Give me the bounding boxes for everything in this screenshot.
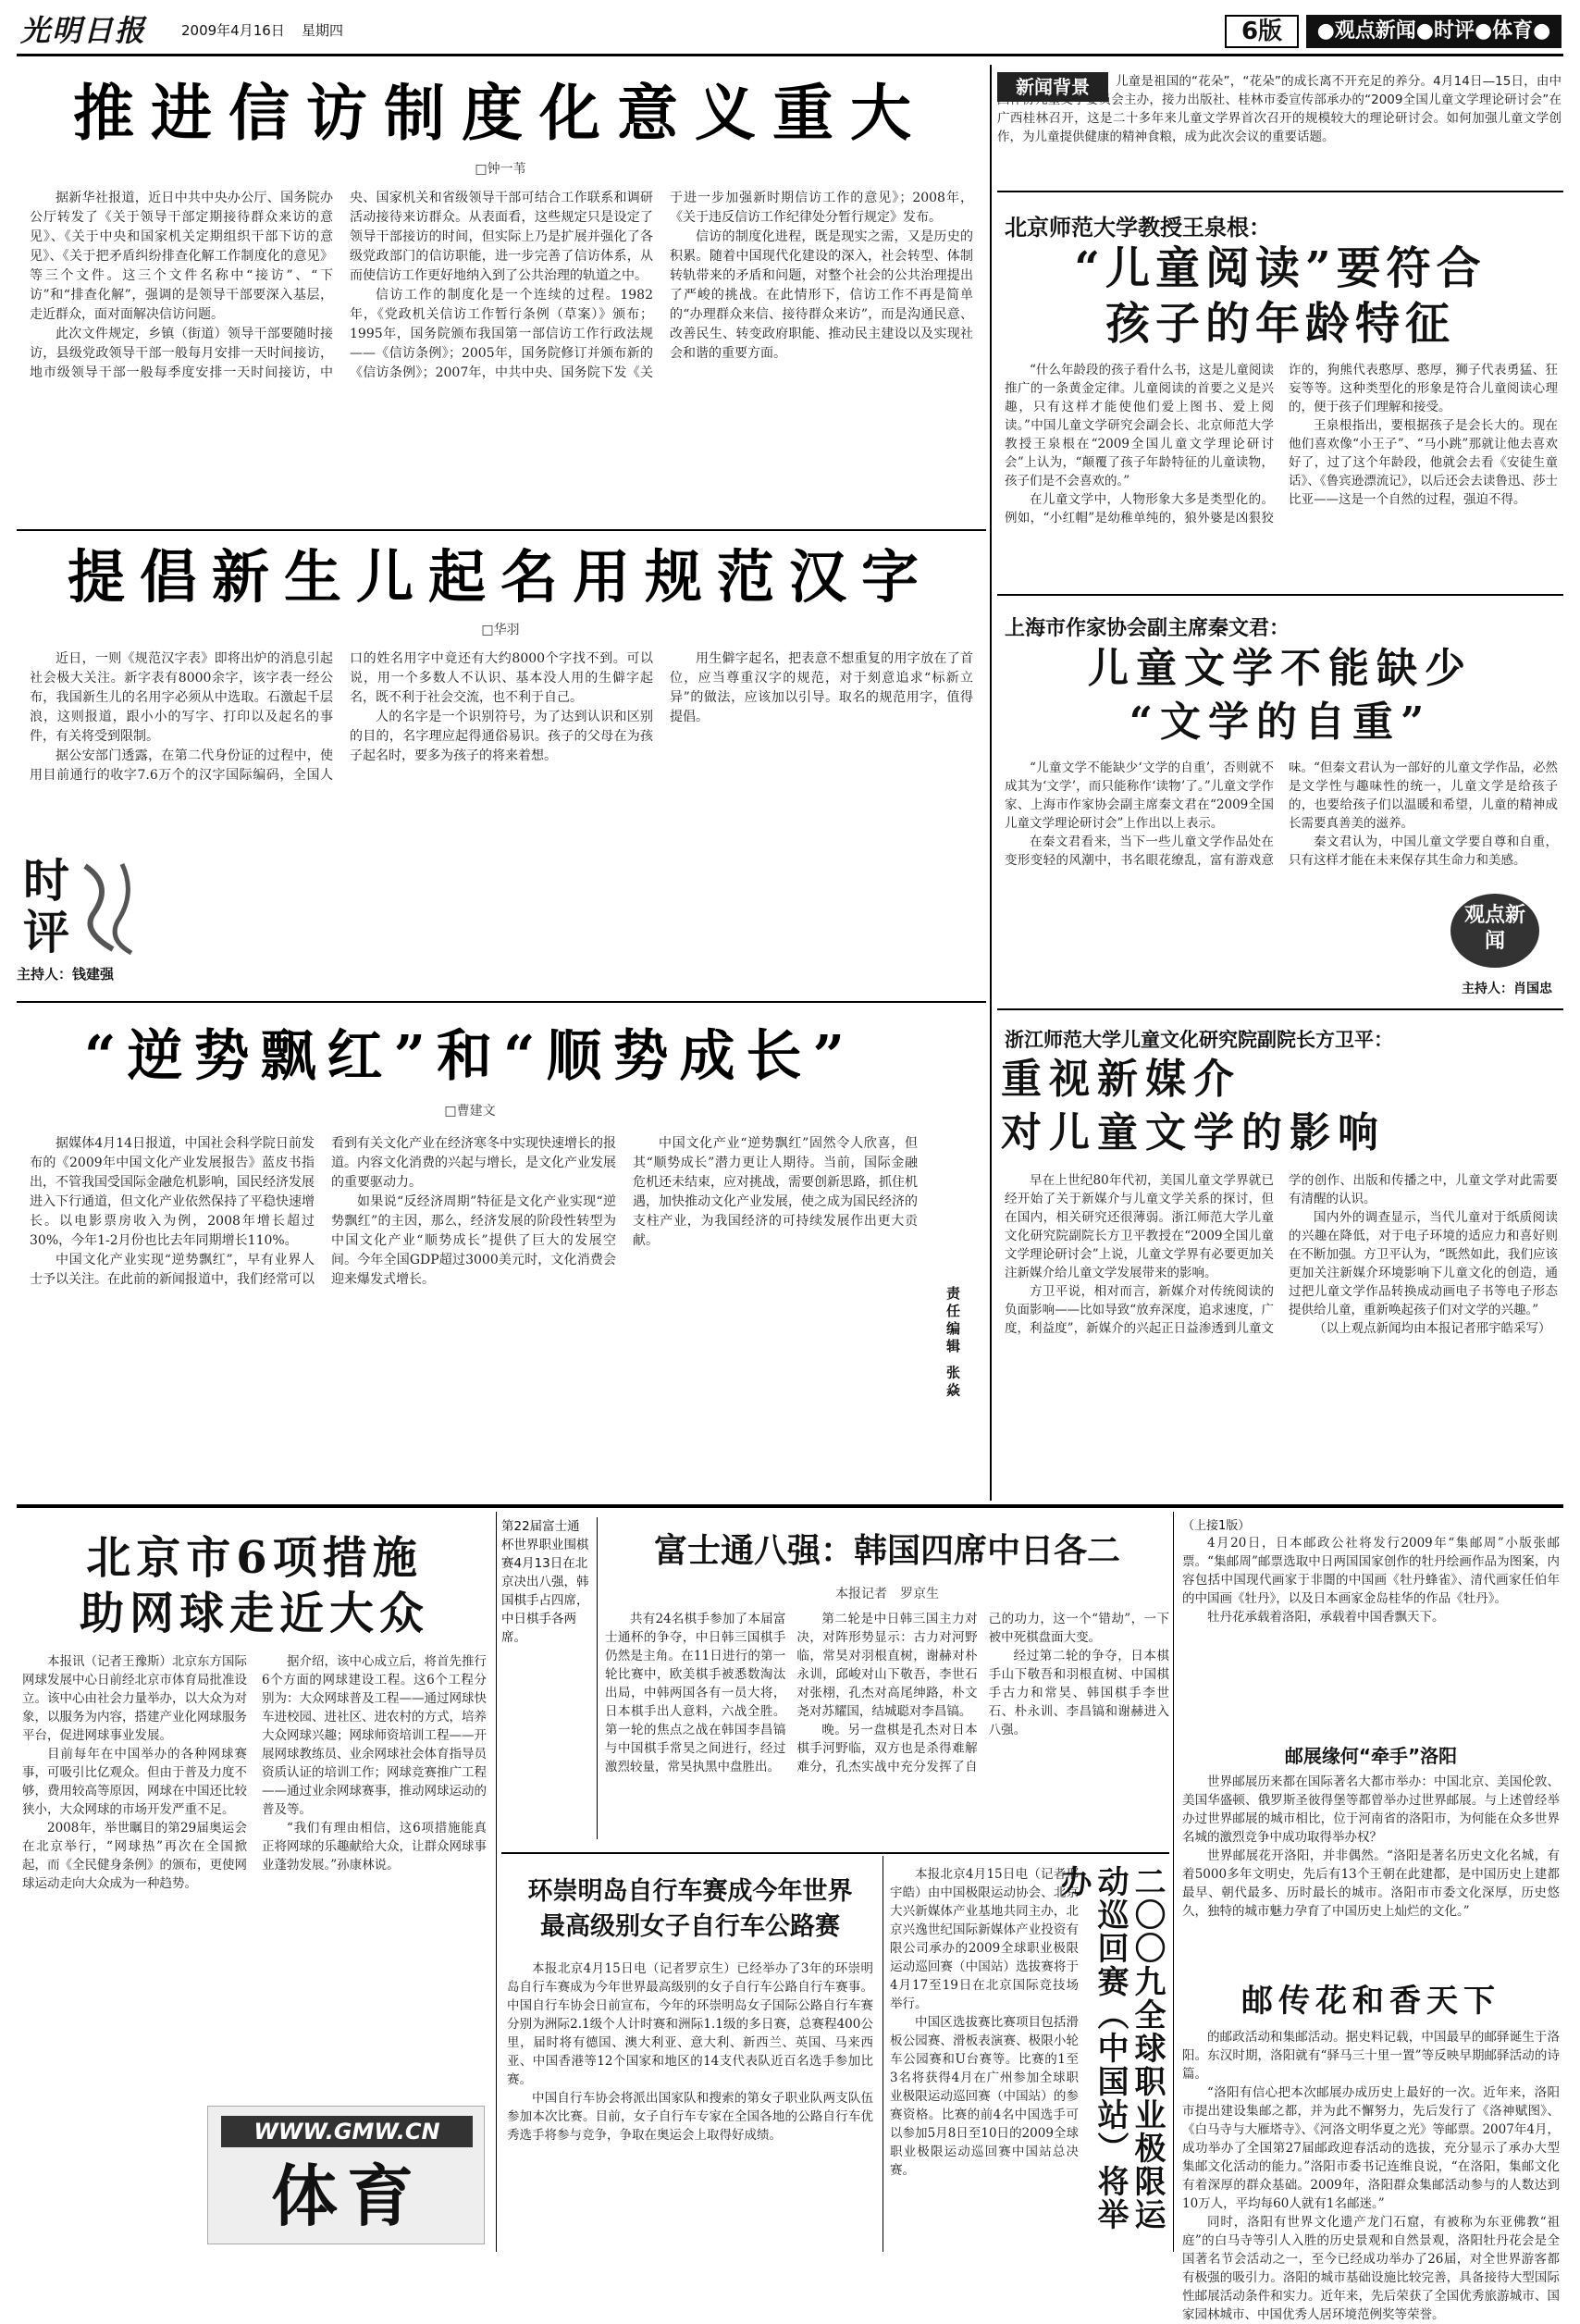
paragraph: 世界邮展历来都在国际著名大都市举办：中国北京、美国伦敦、美国华盛顿、俄罗斯圣彼得堡等都曾举办过世界邮展。与上述曾经举办过世界邮展的城市相比，位于河南省的洛阳市，为何能在众多世界名城的激烈竞争中成功取得举办权？	[1182, 1774, 1560, 1845]
feature-headline: 邮传花和香天下	[1241, 1983, 1500, 2020]
paragraph: 信访的制度化进程，既是现实之需，又是历史的积累。随着中国现代化建设的深入，社会转型、体制转轨带来的矛盾和问题，对整个社会的公共治理提出了严峻的挑战。在此情形下，信访工作不再是简单的“办理群众来信、接待群众来访”，而是沟通民意、改善民生、转变政府职能、推动民主建设以及实现社会和谐的重要方面。	[670, 229, 973, 361]
divider	[997, 594, 1563, 596]
paragraph: 近日，一则《规范汉字表》即将出炉的消息引起社会极大关注。新字表有8000余字，该字表一经公布，我国新生儿的名用字必须从中选取。石激起千层浪，这则报道，跟小小的写字、打印以及起名的事件，有关将受到限制。	[30, 651, 333, 744]
paragraph: 中国区选拔赛比赛项目包括滑板公园赛、滑板表演赛、极限小轮车公园赛和U台赛等。比赛的1至3名将获得4月在广州参加全球职业极限运动巡回赛（中国站）的参赛资格。比赛的前4名中国选手可以参加5月8日至10日的2009全球职业极限运动巡回赛中国站总决赛。	[890, 2015, 1079, 2178]
paragraph: 4月20日，日本邮政公社将发行2009年“集邮周”小版张邮票。“集邮周”邮票选取中日两国国家创作的牡丹绘画作品为图案，内容包括中国现代画家于非闇的中国画《牡丹蜂雀》、清代画家任伯年的中国画《牡丹》，以及日本画家金岛桂华的作品《牡丹》。	[1182, 1536, 1560, 1606]
article-kicker: 上海市作家协会副主席秦文君：	[1005, 617, 1290, 640]
paragraph: 目前每年在中国举办的各种网球赛事，可吸引比亿观众。但由于普及力度不够，费用较高等原因，网球在中国还比较狭小，大众网球的市场开发严重不足。	[22, 1747, 247, 1817]
responsible-editor: 责任编辑 张焱	[944, 1286, 961, 1401]
viewpoint-wang-quangen	[997, 198, 1563, 592]
divider	[17, 529, 986, 531]
paragraph: 同时，洛阳有世界文化遗产龙门石窟，有被称为东亚佛教“祖庭”的白马寺等引人入胜的历史景观和自然景观，洛阳牡丹花会是全国著名节会活动之一，至今已经成功举办了26届，对全世界游客都有极强的吸引力。洛阳的城市基础设施比较完善，具备接待大型国际性邮展活动条件和实力。近年来，先后荣获了全国优秀旅游城市、国家园林城市、中国优秀人居环境范例奖等荣誉。	[1182, 2215, 1560, 2322]
lead-body	[1182, 1534, 1560, 1739]
masthead-rule	[17, 54, 1563, 56]
article-title: 二〇〇九全球职业极限运动巡回赛（中国站）将举办	[1055, 1865, 1166, 2231]
section-banner: ●观点新闻●时评●体育●	[1306, 15, 1561, 48]
article-title-line1: 北京市6项措施	[86, 1532, 423, 1584]
paragraph: “儿童文学不能缺少‘文学的自重’，否则就不成其为‘文学’，而只能称作‘读物’了。”儿童文学作家、上海市作家协会副主席秦文君在“2009全国儿童文学理论研讨会”上作出以上表示。	[1005, 760, 1274, 831]
article-body	[30, 1134, 918, 1486]
article-body	[890, 1865, 1079, 2248]
article-byline: □曹建文	[444, 1104, 496, 1119]
article-title: 提倡新生儿起名用规范汉字	[67, 543, 933, 611]
paragraph: 本报北京4月15日电（记者罗京生）已经举办了3年的环崇明岛自行车赛成为今年世界最高级别的女子自行车公路自行车赛事。中国自行车协会日前宣布，今年的环崇明岛女子国际公路自行车赛分别为洲际2.1级个人计时赛和洲际1.1级的多日赛，总赛程400公里，届时将有德国、澳大利亚、意大利、新西兰、英国、马来西亚、中国香港等12个国家和地区的14支代表队近百名选手参加比赛。	[507, 1961, 873, 2087]
paragraph: 据新华社报道，近日中共中央办公厅、国务院办公厅转发了《关于领导干部定期接待群众来访的意见》、《关于中央和国家机关定期组织干部下访的意见》、《关于把矛盾纠纷排查化解工作制度化的意见》等三个文件。这三个文件名称中“接访”、“下访”和“排查化解”，强调的是领导干部要深入基层，走近群众，面对面解决信访问题。	[30, 191, 333, 322]
paragraph: 早在上世纪80年代初，美国儿童文学界就已经开始了关于新媒介与儿童文学关系的探讨，但在国内，相关研究还很薄弱。浙江师范大学儿童文化研究院副院长方卫平教授在“2009全国儿童文学理论研讨会”上说，儿童文学界有必要更加关注新媒介给儿童文学发展带来的影响。	[1005, 1173, 1274, 1280]
paragraph: 经过第二轮的争夺，日本棋手山下敬吾和羽根直树、中国棋手古力和常昊、韩国棋手李世石、朴永训、李昌镐和谢赫进入八强。	[988, 1649, 1169, 1737]
paragraph: 本报北京4月15日电（记者邢宇皓）由中国极限运动协会、北京大兴新媒体产业基地共同主办，北京兴逸世纪国际新媒体产业投资有限公司承办的2009全球职业极限运动巡回赛（中国站）选拔赛将于4月17至19日在北京国际竞技场举行。	[890, 1867, 1079, 2011]
article-body	[30, 189, 973, 518]
article-body	[22, 1652, 487, 2104]
divider	[997, 191, 1563, 192]
paragraph: 的邮政活动和集邮活动。据史料记载，中国最早的邮驿诞生于洛阳。东汉时期，洛阳就有“驿马三十里一置”等反映早期邮驿活动的诗篇。	[1182, 2030, 1560, 2082]
news-background-label: 新闻背景	[997, 72, 1108, 102]
article-culture-industry	[17, 1008, 984, 1499]
section-label: 体育	[270, 2157, 423, 2235]
article-title: 推进信访制度化意义重大	[73, 77, 928, 149]
article-title: “逆势飘红”和“顺势成长”	[83, 1024, 857, 1089]
vertical-divider	[1173, 1512, 1174, 2252]
article-body	[507, 1959, 873, 2248]
sub-body	[1182, 1773, 1560, 1976]
article-title-line2: “文学的自重”	[1129, 698, 1432, 746]
paragraph: 方卫平说，相对而言，新媒介对传统阅读的负面影响——比如导致“放弃深度，追求速度，广度，利益度”，新媒介的兴起正日益渗透到儿童文学的创作、出版和传播之中，儿童文学对此需要有清醒的认识。	[1005, 1173, 1558, 1336]
column-host: 主持人：钱建强	[17, 966, 115, 983]
divider	[997, 1008, 1563, 1010]
paragraph: 中国文化产业实现“逆势飘红”，早有业界人士予以关注。在此前的新闻报道中，我们经常可以看到有关文化产业在经济寒冬中实现快速增长的报道。内容文化消费的兴起与增长，是文化产业发展的重要驱动力。	[30, 1136, 616, 1287]
article-tennis	[17, 1514, 492, 2254]
viewpoint-qin-wenjun	[997, 601, 1563, 1007]
article-extreme-sports	[886, 1858, 1169, 2254]
article-body	[30, 649, 973, 992]
tail-body	[1182, 2028, 1560, 2322]
article-title-line2: 对儿童文学的影响	[1001, 1109, 1386, 1156]
article-title-line2: 孩子的年龄特征	[1105, 298, 1455, 350]
article-naming	[17, 537, 984, 999]
site-logo: WWW.GMW.CN	[221, 2116, 473, 2147]
paragraph: “我们有理由相信，这6项措施能真正将网球的乐趣献给大众，让群众网球事业蓬勃发展。”孙康林说。	[262, 1821, 487, 1873]
paragraph: 第二轮是中日韩三国主力对决，对阵形势显示：古力对河野临，常昊对羽根直树，谢赫对朴永训，邱峻对山下敬吾，李世石对张栩，孔杰对高尾绅路，朴文尧对苏耀国，结城聪对李昌镐。	[796, 1612, 978, 1719]
paragraph: 2008年，举世瞩目的第29届奥运会在北京举行，“网球热”再次在全国掀起，而《全民健身条例》的颁布，更使网球运动走向大众成为一种趋势。	[22, 1821, 247, 1891]
paragraph: 用生僻字起名，把表意不想重复的用字放在了首位，应当尊重汉字的规范，对于刻意追求“标新立异”的做法，应该加以引导。取名的规范用字，值得提倡。	[670, 651, 973, 724]
article-body	[1005, 1171, 1558, 1495]
paragraph: 据媒体4月14日报道，中国社会科学院日前发布的《2009年中国文化产业发展报告》蓝皮书指出，不管我国受国际金融危机影响，国民经济发展进入下行通道，但文化产业依然保持了平稳快速增长。以电影票房收入为例，2008年增长超过30%，今年1-2月份也比去年同期增长110%。	[30, 1136, 315, 1248]
paragraph: “洛阳有信心把本次邮展办成历史上最好的一次。近年来，洛阳市提出建设集邮之都，并为此不懈努力，先后发行了《洛神赋图》、《白马寺与大雁塔寺》、《河洛文明华夏之光》等邮票。2007年4月，成功举办了全国第27届邮政迎春活动的选拔，充分显示了承办大型集邮文化活动的能力。”洛阳市委书记连维良说，“在洛阳，集邮文化有着深厚的群众基础。2009年，洛阳群众集邮活动参与的人数达到10万人，平均每60人就有1名邮迷。”	[1182, 2085, 1560, 2211]
paragraph: 晚。另一盘棋是孔杰对日本棋手河野临，双方也是杀得难解难分，孔杰实战中充分发挥了自己的功力，这一个“错劫”，一下被中死棋盘面大变。	[796, 1612, 1169, 1774]
paragraph: 信访工作的制度化是一个连续的过程。1982年，《党政机关信访工作暂行条例（草案）》颁布；1995年，国务院颁布我国第一部信访工作行政法规——《信访条例》；2005年，国务院修订并颁布新的《信访条例》；2007年，中共中央、国务院下发《关于进一步加强新时期信访工作的意见》；2008年，《关于违反信访工作纪律处分暂行规定》发布。	[350, 191, 973, 380]
article-body	[1005, 361, 1558, 587]
paragraph: 此次文件规定，乡镇（街道）领导干部要随时接访，县级党政领导干部一般每月安排一天时间接访，地市级领导干部一般每季度安排一天时间接访，中央、国家机关和省级领导干部可结合工作联系和调研活动接待来访群众。从表面看，这些规定只是设定了领导干部接访的时间，但实际上乃是扩展并强化了各级党政部门的信访职能，进一步完善了信访体系，从而使信访工作更好地纳入到了公共治理的轨道之中。	[30, 191, 653, 380]
subheading: 邮展缘何“牵手”洛阳	[1284, 1745, 1458, 1767]
article-title-line2: 最高级别女子自行车公路赛	[540, 1912, 840, 1941]
paragraph: 本报讯（记者王豫斯）北京东方国际网球发展中心日前经北京市体育局批准设立。该中心由社会力量举办，以大众为对象，以服务为内容，搭建产业化网球服务平台，促进网球事业发展。	[22, 1654, 247, 1743]
badge-label: 观点新闻	[1463, 904, 1525, 953]
paragraph: 据介绍，该中心成立后，将首先推行6个方面的网球建设工程。这6个工程分别为：大众网球普及工程——通过网球快车进校园、进社区、进农村的方式，培养大众网球兴趣；网球师资培训工程——开展网球教练员、业余网球社会体育指导员资质认证的培训工作；网球竞赛推广工程——通过业余网球赛事，推动网球运动的普及等。	[262, 1654, 487, 1817]
article-title-line1: 重视新媒介	[1001, 1056, 1241, 1103]
paragraph: 秦文君认为，中国儿童文学要自尊和自重，只有这样才能在未来保存其生命力和美感。	[1289, 834, 1558, 868]
article-byline: □华羽	[481, 623, 520, 637]
issue-weekday: 星期四	[302, 22, 344, 39]
paragraph: 世界邮展花开洛阳，并非偶然。“洛阳是著名历史文化名城，有着5000多年文明史，先后有13个王朝在此建都，是中国历史上建都最早、朝代最多、历时最长的城市。洛阳市市委文化深厚，历史悠久，独特的城市魅力孕育了中国历史上灿烂的文化。”	[1182, 1848, 1560, 1919]
paragraph: 中国自行车协会将派出国家队和搜索的第女子职业队两支队伍参加本次比赛。目前，女子自行车专家在全国各地的公路自行车优秀选手将参与竞争，争取在奥运会上取得好成绩。	[507, 2091, 873, 2143]
article-kicker: 浙江师范大学儿童文化研究院副院长方卫平：	[1005, 1029, 1393, 1051]
page-number: 6版	[1225, 15, 1299, 48]
paragraph: “什么年龄段的孩子看什么书，这是儿童阅读推广的一条黄金定律。儿童阅读的首要之义是兴趣，只有这样才能使他们爱上图书、爱上阅读。”中国儿童文学研究会副会长、北京师范大学教授王泉根在“2009全国儿童文学理论研讨会”上认为，“颠覆了孩子年龄特征的儿童读物，孩子们是不会喜欢的。”	[1005, 363, 1274, 488]
column-label-top: 时	[23, 854, 69, 908]
article-body	[605, 1610, 1169, 1843]
article-kicker: 北京师范大学教授王泉根：	[1005, 215, 1271, 241]
column-badge-guandian	[1432, 894, 1552, 1003]
issue-date: 2009年4月16日	[181, 22, 285, 39]
divider	[501, 1852, 1169, 1854]
viewpoint-fang-weiping	[997, 1016, 1563, 1501]
newspaper-logo: 光明日报	[20, 13, 147, 48]
paragraph: （以上观点新闻均由本报记者邢宇皓采写）	[1314, 1321, 1551, 1336]
article-title-line1: “儿童阅读”要符合	[1074, 242, 1487, 294]
masthead	[0, 0, 1580, 56]
news-background-text: 儿童是祖国的“花朵”，“花朵”的成长离不开充足的养分。4月14日—15日，由中国作协儿童文学委员会主办，接力出版社、桂林市委宣传部承办的“2009全国儿童文学理论研讨会”在广西桂林召开，这是二十多年来儿童文学界首次召开的规模较大的理论研讨会。如何加强儿童文学创作，为儿童提供健康的精神食粮，成为此次会议的重要话题。	[997, 74, 1561, 144]
article-go-tournament	[501, 1514, 1169, 1850]
paragraph: 国内外的调查显示，当代儿童对于纸质阅读的兴趣在降低，对于电子环境的适应力和喜好则在不断加强。方卫平认为，“既然如此，我们应该更加关注新媒介环境影响下儿童文化的创造，通过把儿童文学作品转换成动画电子书等电子形态提供给儿童，重新唤起孩子们对文学的兴趣。”	[1289, 1210, 1558, 1317]
article-title-line2: 助网球走近大众	[79, 1588, 429, 1639]
paragraph: 据公安部门透露，在第二代身份证的过程中，使用目前通行的收字7.6万个的汉字国际编码，全国人口的姓名用字中竟还有大约8000个字找不到。可以说，用一个多数人不认识、基本没人用的生僻字起名，既不利于社会交流，也不利于自己。	[30, 651, 653, 783]
divider	[17, 1001, 986, 1003]
section-divider	[17, 1504, 1563, 1508]
article-title-line1: 环崇明岛自行车赛成今年世界	[527, 1877, 853, 1906]
article-stamp-expo	[1179, 1514, 1563, 2322]
article-byline: □钟一苇	[475, 162, 526, 177]
article-title-line1: 儿童文学不能缺少	[1088, 645, 1473, 692]
paragraph: 人的名字是一个识别符号，为了达到认识和区别的目的，名字理应起得通俗易识。孩子的父母在为孩子起名时，要多为孩子的将来着想。	[350, 710, 653, 763]
paragraph: 在儿童文学中，人物形象大多是类型化的。例如，“小红帽”是幼稚单纯的，狼外婆是凶狠狡诈的，狗熊代表憨厚、憨厚，狮子代表勇猛、狂妄等等。这种类型化的形象是符合儿童阅读心理的，便于孩子们理解和接受。	[1005, 363, 1558, 525]
news-background-box	[997, 67, 1563, 187]
paragraph: 如果说“反经济周期”特征是文化产业实现“逆势飘红”的主因，那么，经济发展的阶段性转型为中国文化产业“顺势成长”提供了巨大的发展空间。今年全国GDP超过3000美元时，文化消费会迎来爆发式增长。	[331, 1194, 616, 1287]
vertical-divider	[990, 65, 992, 1501]
column-host: 主持人：肖国忠	[1462, 982, 1552, 996]
article-cycling	[501, 1858, 879, 2254]
vertical-divider	[496, 1512, 497, 2252]
column-label-bottom: 评	[23, 906, 69, 959]
sports-section-logo	[207, 2106, 485, 2244]
paragraph: 共有24名棋手参加了本届富士通杯的争夺，中日韩三国棋手仍然是主角。在11日进行的第一轮比赛中，欧美棋手被悉数淘汰出局，中韩两国各有一员大将，日本棋手出人意料，六战全胜。第一轮的焦点之战在韩国李昌镐与中国棋手常昊之间进行，经过激烈较量，常昊执黑中盘胜出。	[605, 1612, 786, 1774]
article-title: 富士通八强：韩国四席中日各二	[653, 1532, 1120, 1570]
paragraph: 牡丹花承载着洛阳，承载着中国香飘天下。	[1207, 1610, 1445, 1625]
paragraph: 在秦文君看来，当下一些儿童文学作品处在变形变轻的风潮中，书名眼花缭乱，富有游戏意味。“但秦文君认为一部好的儿童文学作品，必然是文学性与趣味性的统一，儿童文学是给孩子的，也要给孩子们以温暖和希望，儿童的精神成长需要真善美的滋养。	[1005, 760, 1558, 868]
paragraph: 中国文化产业“逆势飘红”固然令人欣喜，但其“顺势成长”潜力更让人期待。当前，国际金融危机还未结束，应对挑战，需要创新思路，抓住机遇，加快推动文化产业发展，使之成为国民经济的支柱产业，为我国经济的可持续发展作出更大贡献。	[633, 1136, 918, 1248]
article-byline: 本报记者 罗京生	[835, 1587, 939, 1601]
article-xinfang	[17, 67, 984, 529]
paragraph: 王泉根指出，要根据孩子是会长大的。现在他们喜欢像“小王子”、“马小跳”那就让他去喜欢好了，过了这个年龄段，他就会去看《安徒生童话》、《鲁宾逊漂流记》，以后还会去读鲁迅、莎士比亚——这是一个自然的过程，强迫不得。	[1289, 418, 1558, 507]
continued-note: （上接1版）	[1182, 1519, 1251, 1533]
sidebar-summary: 第22届富士通杯世界职业围棋赛4月13日在北京决出八强，韩国棋手占四席，中日棋手各两席。	[501, 1517, 598, 1839]
